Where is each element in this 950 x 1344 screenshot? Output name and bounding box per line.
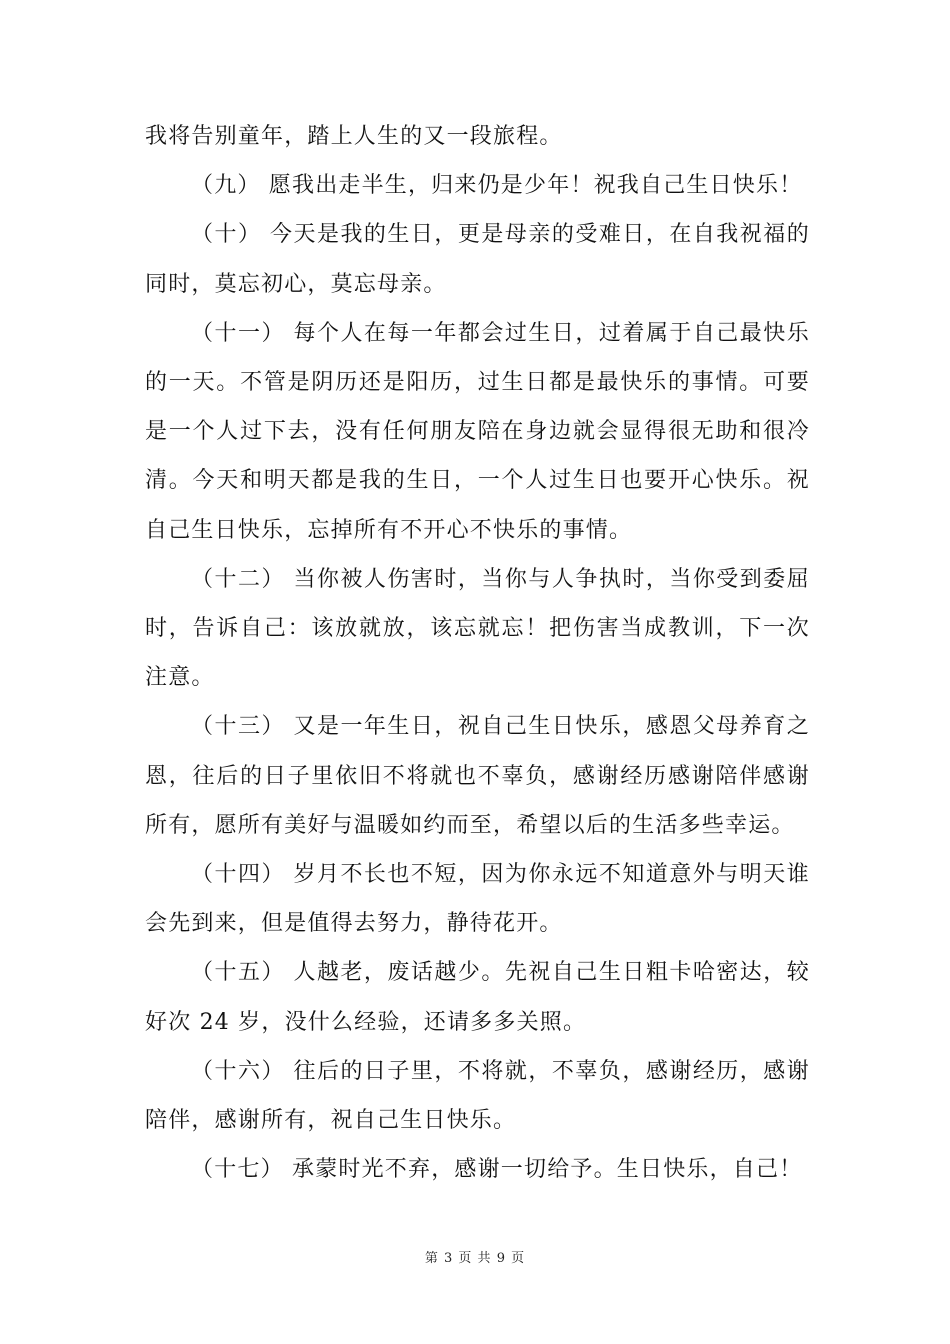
paragraph-16: （十六） 往后的日子里，不将就，不辜负，感谢经历，感谢陪伴，感谢所有，祝自己生日快乐。 [145,1058,810,1134]
paragraph-11: （十一） 每个人在每一年都会过生日，过着属于自己最快乐的一天。不管是阴历还是阳历，过生日都是最快乐的事情。可要是一个人过下去，没有任何朋友陪在身边就会显得很无助和很冷清。今天和明天都是我的生日，一个人过生日也要开心快乐。祝自己生日快乐，忘掉所有不开心不快乐的事情。 [145,320,810,543]
paragraph-14: （十四） 岁月不长也不短，因为你永远不知道意外与明天谁会先到来，但是值得去努力，静待花开。 [145,862,810,937]
paragraph-10: （十） 今天是我的生日，更是母亲的受难日，在自我祝福的同时，莫忘初心，莫忘母亲。 [145,222,810,297]
paragraph-12: （十二） 当你被人伤害时，当你与人争执时，当你受到委屈时，告诉自己：该放就放，该忘就忘！把伤害当成教训，下一次注意。 [145,566,810,691]
paragraph-9: （九） 愿我出走半生，归来仍是少年！祝我自己生日快乐！ [191,173,803,199]
paragraph-17: （十七） 承蒙时光不弃，感谢一切给予。生日快乐，自己！ [191,1157,803,1183]
paragraph-13: （十三） 又是一年生日，祝自己生日快乐，感恩父母养育之恩，往后的日子里依旧不将就也不辜负，感谢经历感谢陪伴感谢所有，愿所有美好与温暖如约而至，希望以后的生活多些幸运。 [145,714,810,838]
page-number: 第 3 页 共 9 页 [424,1251,526,1266]
page-footer [0,1250,950,1268]
paragraph-continuation: 我将告别童年，踏上人生的又一段旅程。 [145,124,563,149]
paragraph-15: （十五） 人越老，废话越少。先祝自己生日粗卡哈密达，较好次 24 岁，没什么经验，还请多多关照。 [145,960,810,1035]
document-body [145,112,810,1194]
